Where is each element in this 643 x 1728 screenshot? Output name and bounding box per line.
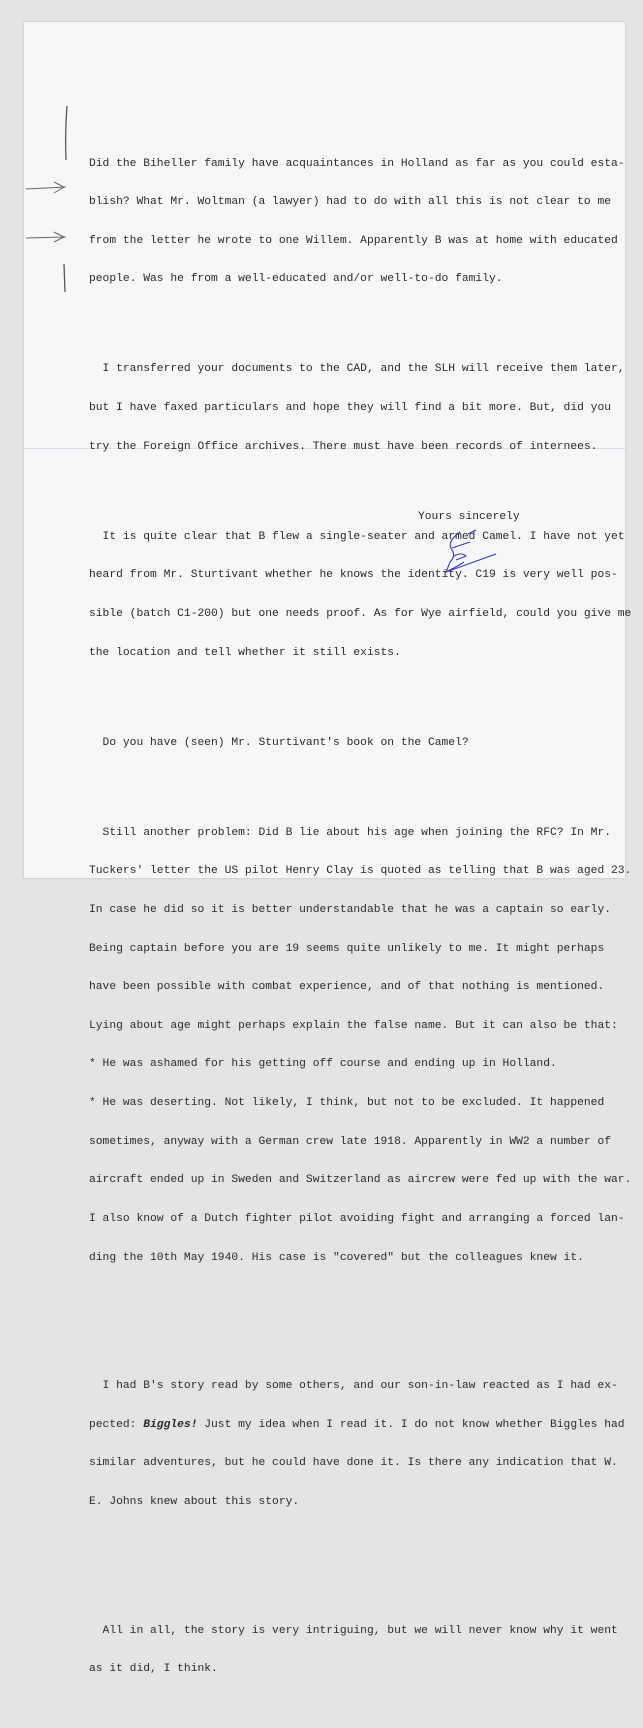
text-line: Lying about age might perhaps explain the false name. But it can also be that: (89, 1019, 618, 1032)
text-line: I transferred your documents to the CAD, and the SLH will receive them later, (89, 363, 625, 376)
text-line: blish? What Mr. Woltman (a lawyer) had to do with all this is not clear to me (89, 196, 612, 209)
pencil-annotations (24, 22, 625, 878)
text-line: Did the Biheller family have acquaintances in Holland as far as you could esta- (89, 157, 625, 170)
text-line: the location and tell whether it still exists. (89, 646, 401, 659)
text-line: but I have faxed particulars and hope they will find a bit more. But, did you (89, 402, 612, 415)
text-line: Being captain before you are 19 seems quite unlikely to me. It might perhaps (89, 942, 605, 955)
text-line: similar adventures, but he could have done it. Is there any indication that W. (89, 1457, 618, 1470)
paragraph-7 (89, 1599, 631, 1702)
text-line: I had B's story read by some others, and our son-in-law reacted as I had ex- (89, 1380, 618, 1393)
text-line: try the Foreign Office archives. There must have been records of internees. (89, 440, 598, 453)
margin-line-mark (66, 106, 67, 160)
margin-line-mark (64, 264, 65, 292)
text-line: ding the 10th May 1940. His case is "covered" but the colleagues knew it. (89, 1251, 584, 1264)
text-line: pected: Biggles! Just my idea when I read it. I do not know whether Biggles had (89, 1418, 625, 1431)
closing: Yours sincerely (418, 511, 520, 523)
text-line: Tuckers' letter the US pilot Henry Clay is quoted as telling that B was aged 23. (89, 865, 632, 878)
text-line: Do you have (seen) Mr. Sturtivant's book on the Camel? (89, 736, 469, 749)
text-line: sometimes, anyway with a German crew late 1918. Apparently in WW2 a number of (89, 1135, 612, 1148)
letter-page (24, 22, 632, 1676)
text-line: have been possible with combat experience, and of that nothing is mentioned. (89, 981, 605, 994)
text-line: All in all, the story is very intriguing, but we will never know why it went (89, 1624, 618, 1637)
text-line: people. Was he from a well-educated and/or well-to-do family. (89, 273, 503, 286)
text-line: * He was ashamed for his getting off course and ending up in Holland. (89, 1058, 557, 1071)
text-line: In case he did so it is better understandable that he was a captain so early. (89, 904, 612, 917)
text-line: * He was deserting. Not likely, I think, but not to be excluded. It happened (89, 1097, 605, 1110)
signature (440, 528, 510, 578)
text-line: aircraft ended up in Sweden and Switzerland as aircrew were fed up with the war. (89, 1174, 632, 1187)
text-line: from the letter he wrote to one Willem. Apparently B was at home with educated (89, 234, 618, 247)
arrow-mark-icon (26, 232, 66, 242)
text-line: Still another problem: Did B lie about his age when joining the RFC? In Mr. (89, 826, 612, 839)
text-line: sible (batch C1-200) but one needs proof. As for Wye airfield, could you give me (89, 607, 632, 620)
text-line: I also know of a Dutch fighter pilot avoiding fight and arranging a forced lan- (89, 1212, 625, 1225)
text-line: E. Johns knew about this story. (89, 1496, 300, 1509)
text-line: as it did, I think. (89, 1663, 218, 1676)
arrow-mark-icon (26, 182, 66, 193)
text-line: heard from Mr. Sturtivant whether he knows the identity. C19 is very well pos- (89, 569, 618, 582)
biggles-emphasis: Biggles! (143, 1418, 198, 1431)
paragraph-6 (89, 1354, 631, 1534)
text-line: It is quite clear that B flew a single-seater and armed Camel. I have not yet (89, 530, 625, 543)
